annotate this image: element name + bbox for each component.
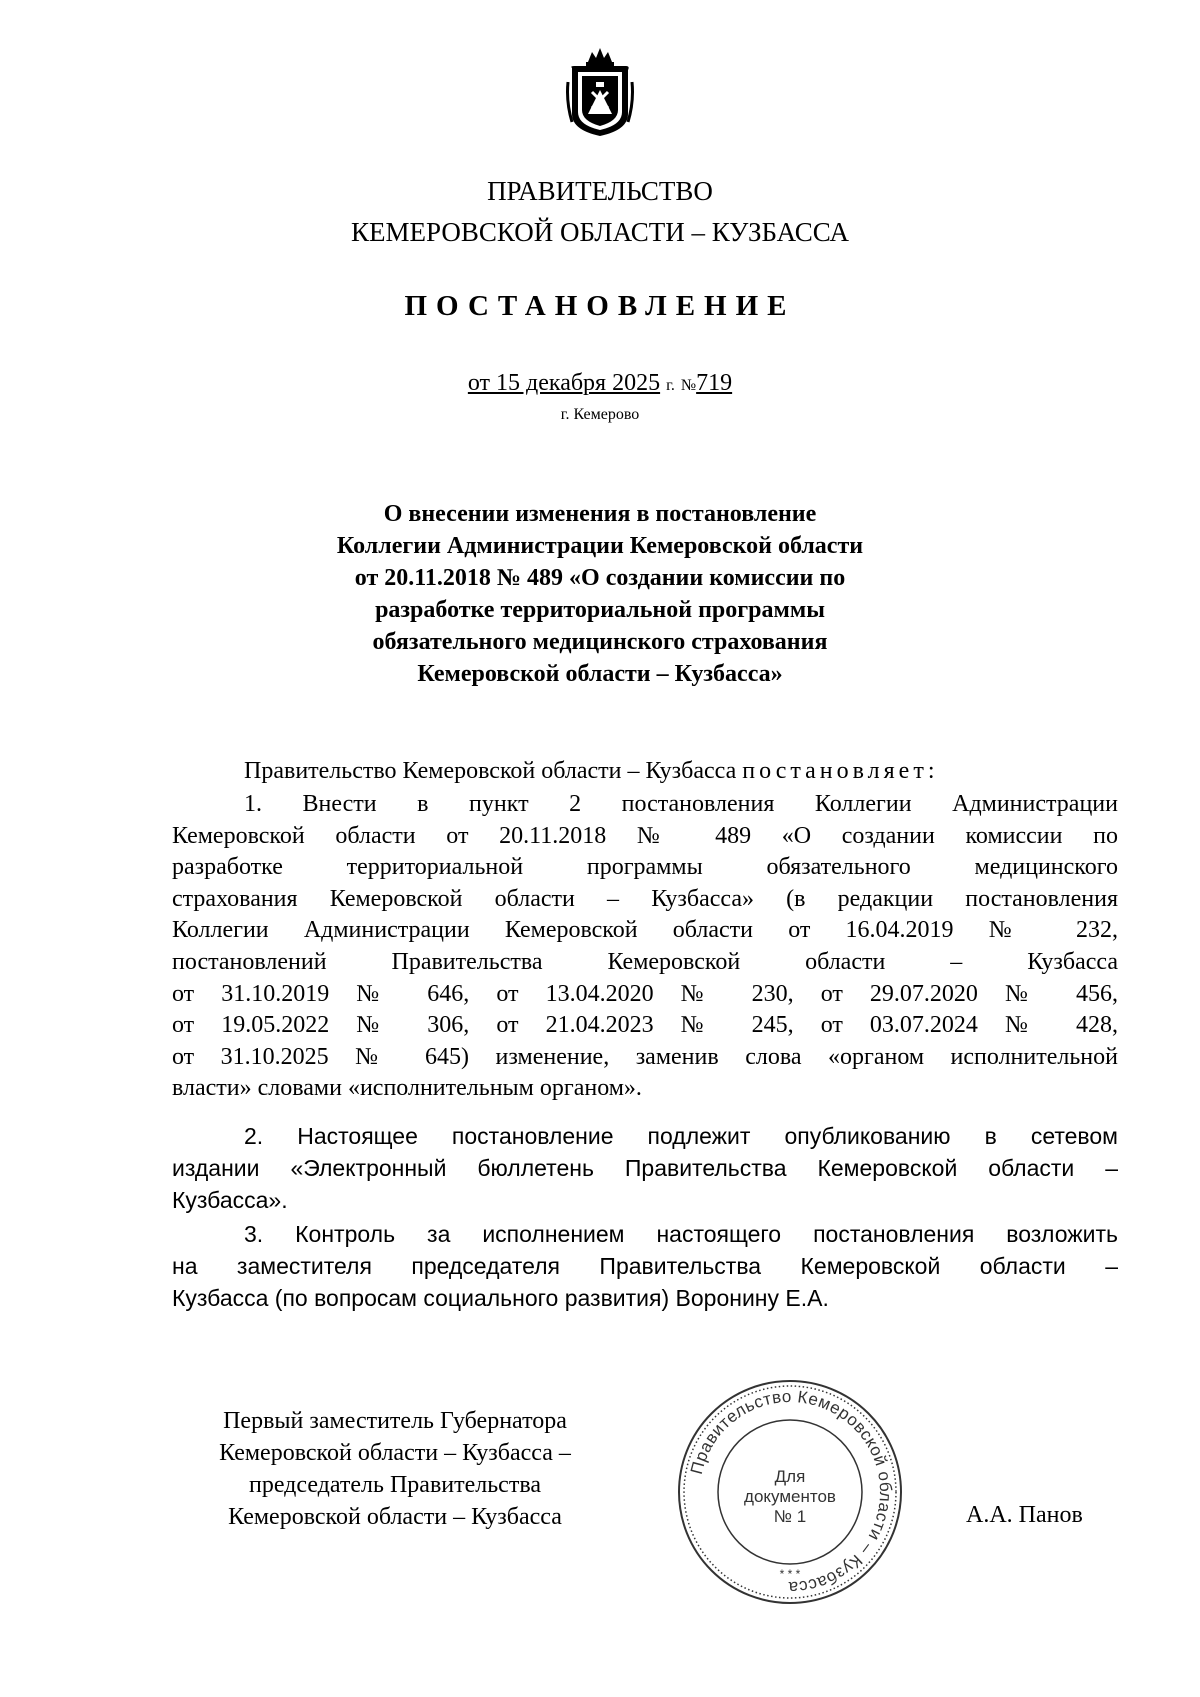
intro-text: Правительство Кемеровской области – Кузбасса <box>244 758 737 784</box>
paragraph-2 <box>172 1120 1118 1216</box>
official-stamp <box>676 1378 904 1606</box>
position-line: Кемеровской области – Кузбасса <box>228 1504 562 1530</box>
document-title <box>0 498 1200 690</box>
document-date: от 15 декабря 2025 <box>467 370 661 396</box>
government-name-line2: КЕМЕРОВСКОЙ ОБЛАСТИ – КУЗБАССА <box>351 217 849 247</box>
stamp-bottom-mark: * * * <box>779 1567 801 1581</box>
paragraph-line: Кемеровской области от 20.11.2018 № 489 «О создании комиссии по <box>172 822 1118 849</box>
title-line: О внесении изменения в постановление <box>383 501 817 527</box>
position-line: Кемеровской области – Кузбасса – <box>219 1440 571 1466</box>
intro-sentence <box>244 758 939 785</box>
position-line: председатель Правительства <box>248 1472 541 1498</box>
document-type: ПОСТАНОВЛЕНИЕ <box>404 290 796 322</box>
signatory-name: А.А. Панов <box>966 1502 1083 1528</box>
title-line: от 20.11.2018 № 489 «О создании комиссии по <box>354 565 846 591</box>
position-line: Первый заместитель Губернатора <box>223 1408 567 1434</box>
government-name-line1: ПРАВИТЕЛЬСТВО <box>487 176 713 206</box>
number-sign: № <box>680 377 697 394</box>
document-number: 719 <box>696 370 733 396</box>
intro-action: постановляет: <box>742 758 939 784</box>
paragraph-line: постановлений Правительства Кемеровской области – Кузбасса <box>172 948 1118 975</box>
paragraph-line: 3. Контроль за исполнением настоящего постановления возложить <box>244 1221 1118 1247</box>
city: г. Кемерово <box>560 406 640 423</box>
date-line <box>0 370 1200 397</box>
paragraph-line: разработке территориальной программы обязательного медицинского <box>172 854 1118 881</box>
coat-of-arms-emblem <box>566 42 634 140</box>
paragraph-line: 1. Внести в пункт 2 постановления Коллегии Администрации <box>244 791 1118 817</box>
paragraph-line: от 31.10.2025 № 645) изменение, заменив слова «органом исполнительной <box>172 1043 1118 1070</box>
signatory-position <box>170 1405 620 1533</box>
paragraph-line: Коллегии Администрации Кемеровской области от 16.04.2019 № 232, <box>172 917 1118 944</box>
stamp-center-line: документов <box>744 1487 836 1506</box>
paragraph-line: на заместителя председателя Правительства Кемеровской области – <box>172 1253 1118 1279</box>
stamp-center-line: Для <box>774 1467 806 1486</box>
paragraph-line: 2. Настоящее постановление подлежит опубликованию в сетевом <box>244 1123 1118 1149</box>
paragraph-line: издании «Электронный бюллетень Правительства Кемеровской области – <box>172 1155 1118 1181</box>
title-line: обязательного медицинского страхования <box>372 629 828 655</box>
paragraph-line: Кузбасса». <box>172 1187 288 1213</box>
year-suffix: г. <box>666 377 675 394</box>
paragraph-3 <box>172 1218 1118 1314</box>
paragraph-line: Кузбасса (по вопросам социального развития) Воронину Е.А. <box>172 1285 829 1311</box>
title-line: Коллегии Администрации Кемеровской области <box>336 533 864 559</box>
paragraph-line: от 31.10.2019 № 646, от 13.04.2020 № 230, от 29.07.2020 № 456, <box>172 980 1118 1007</box>
title-line: разработке территориальной программы <box>375 597 825 623</box>
stamp-ring-text: Правительство Кемеровской области – Кузбасса <box>686 1386 896 1598</box>
paragraph-line: власти» словами «исполнительным органом». <box>172 1075 642 1102</box>
paragraph-line: от 19.05.2022 № 306, от 21.04.2023 № 245, от 03.07.2024 № 428, <box>172 1012 1118 1039</box>
paragraph-line: страхования Кемеровской области – Кузбасса» (в редакции постановления <box>172 885 1118 912</box>
stamp-center-line: № 1 <box>773 1507 807 1526</box>
paragraph-1 <box>172 789 1118 1105</box>
title-line: Кемеровской области – Кузбасса» <box>417 661 783 687</box>
